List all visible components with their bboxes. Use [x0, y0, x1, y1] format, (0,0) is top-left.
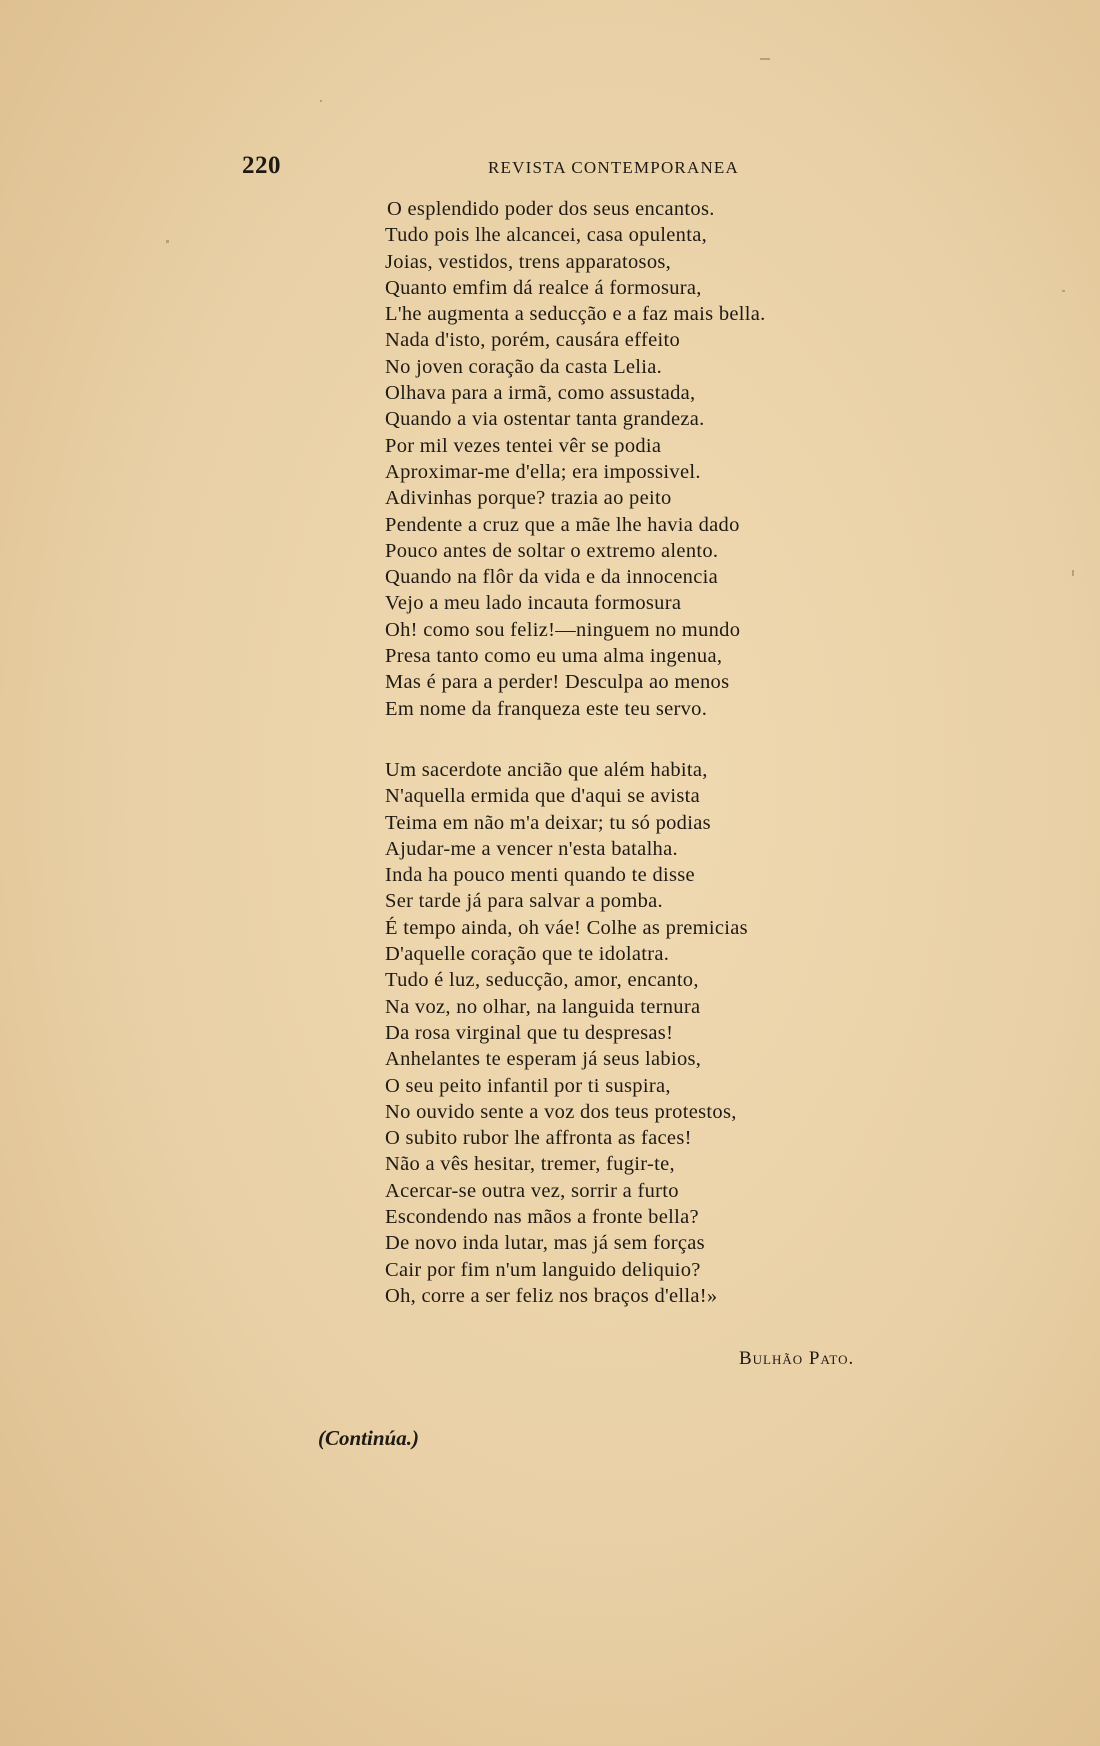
- verse-line: No ouvido sente a voz dos teus protestos,: [385, 1100, 737, 1123]
- verse-line: Vejo a meu lado incauta formosura: [385, 592, 682, 615]
- verse-line: Ser tarde já para salvar a pomba.: [385, 890, 663, 913]
- verse-line: Aproximar-me d'ella; era impossivel.: [385, 460, 701, 483]
- verse-line: L'he augmenta a seducção e a faz mais bella.: [385, 303, 766, 326]
- paper-speck: [1062, 290, 1065, 292]
- verse-line: Pendente a cruz que a mãe lhe havia dado: [385, 513, 740, 536]
- author-signature: Bulhão Pato.: [739, 1348, 855, 1369]
- stanza-2: [385, 757, 748, 1309]
- verse-line: O esplendido poder dos seus encantos.: [387, 198, 715, 220]
- verse-line: Nada d'isto, porém, causára effeito: [385, 329, 681, 352]
- paper-speck: [1072, 570, 1074, 576]
- verse-line: Não a vês hesitar, tremer, fugir-te,: [385, 1153, 675, 1176]
- verse-line: Pouco antes de soltar o extremo alento.: [385, 539, 719, 562]
- running-head: [0, 152, 1100, 182]
- verse-line: É tempo ainda, oh váe! Colhe as premicias: [385, 916, 748, 939]
- verse-line: Tudo pois lhe alcancei, casa opulenta,: [385, 224, 708, 247]
- verse-line: Cair por fim n'um languido deliquio?: [385, 1258, 701, 1281]
- verse-line: Em nome da franqueza este teu servo.: [385, 697, 708, 720]
- verse-line: Tudo é luz, seducção, amor, encanto,: [385, 969, 699, 992]
- verse-line: Joias, vestidos, trens apparatosos,: [385, 250, 672, 273]
- continues-note: (Continúa.): [318, 1426, 419, 1450]
- verse-line: Quando a via ostentar tanta grandeza.: [385, 408, 705, 431]
- verse-line: Quando na flôr da vida e da innocencia: [385, 566, 719, 589]
- verse-line: Por mil vezes tentei vêr se podia: [385, 434, 662, 457]
- stanza-1: [385, 196, 766, 722]
- verse-line: No joven coração da casta Lelia.: [385, 355, 663, 378]
- paper-speck: [760, 58, 770, 60]
- verse-line: Mas é para a perder! Desculpa ao menos: [385, 671, 730, 694]
- verse-line: Oh! como sou feliz!—ninguem no mundo: [385, 618, 741, 641]
- verse-line: Da rosa virginal que tu despresas!: [385, 1021, 674, 1044]
- journal-title: REVISTA CONTEMPORANEA: [488, 158, 739, 177]
- verse-line: Teima em não m'a deixar; tu só podias: [385, 811, 711, 834]
- page-number: 220: [242, 152, 281, 179]
- verse-line: De novo inda lutar, mas já sem forças: [385, 1232, 705, 1255]
- verse-line: Oh, corre a ser feliz nos braços d'ella!»: [385, 1284, 718, 1307]
- paper-speck: [320, 100, 322, 102]
- verse-line: Anhelantes te esperam já seus labios,: [385, 1048, 702, 1071]
- verse-line: Na voz, no olhar, na languida ternura: [385, 995, 701, 1018]
- verse-line: Inda ha pouco menti quando te disse: [385, 864, 695, 887]
- verse-line: Um sacerdote ancião que além habita,: [385, 759, 708, 781]
- verse-line: Olhava para a irmã, como assustada,: [385, 382, 696, 405]
- verse-line: Quanto emfim dá realce á formosura,: [385, 276, 702, 299]
- verse-line: O subito rubor lhe affronta as faces!: [385, 1127, 692, 1150]
- verse-line: Adivinhas porque? trazia ao peito: [385, 487, 672, 510]
- verse-line: D'aquelle coração que te idolatra.: [385, 943, 670, 966]
- verse-line: Presa tanto como eu uma alma ingenua,: [385, 645, 723, 668]
- verse-line: O seu peito infantil por ti suspira,: [385, 1074, 671, 1097]
- verse-line: N'aquella ermida que d'aqui se avista: [385, 785, 701, 808]
- verse-line: Ajudar-me a vencer n'esta batalha.: [385, 837, 678, 860]
- verse-line: Acercar-se outra vez, sorrir a furto: [385, 1179, 679, 1202]
- verse-line: Escondendo nas mãos a fronte bella?: [385, 1206, 699, 1229]
- paper-speck: [166, 240, 169, 243]
